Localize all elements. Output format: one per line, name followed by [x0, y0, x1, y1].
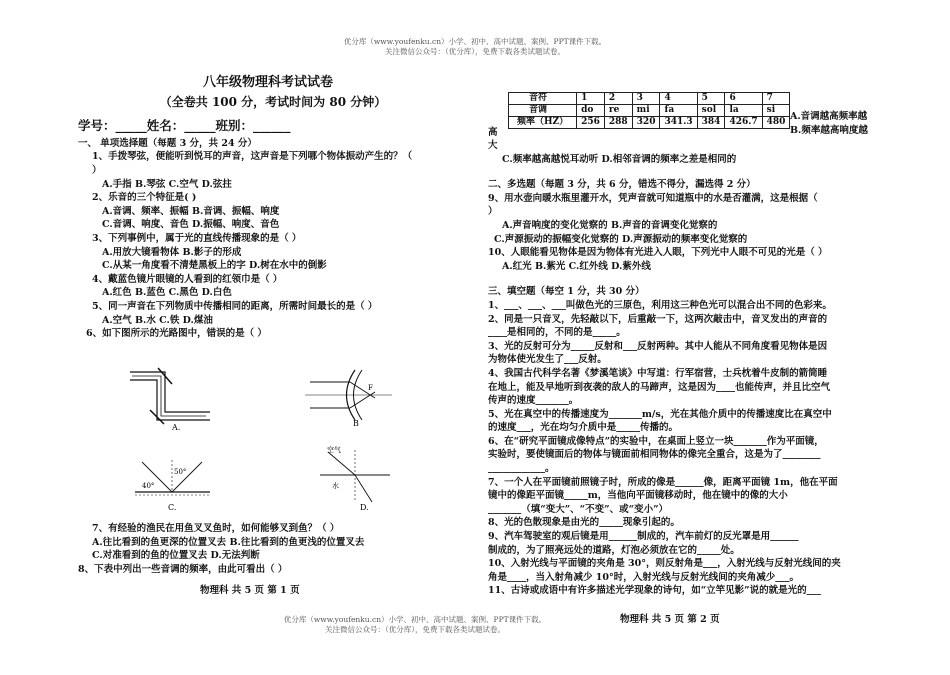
label-f: F	[368, 384, 373, 392]
table-cell: sol	[697, 105, 725, 117]
q4-options: A.红色 B.蓝色 C.黑色 D.白色	[102, 287, 232, 299]
label-water: 水	[332, 482, 339, 490]
exam-title: 八年级物理科考试试卷	[202, 75, 333, 90]
left-page-lower	[78, 522, 478, 576]
table-cell: 2	[604, 93, 632, 105]
fill-7c: _______（填“变大”、“不变”、或“变小”）	[488, 503, 669, 515]
table-cell: 1	[577, 93, 605, 105]
notes-table	[508, 92, 790, 129]
fill-6c: ____________。	[488, 463, 555, 475]
q1-options: A.手指 B.琴弦 C.空气 D.弦拄	[102, 178, 232, 190]
diagram-a	[130, 368, 210, 432]
diagram-b	[305, 370, 392, 428]
fill-1: 1、___、___、___叫做色光的三原色，利用这三种色光可以混合出不同的色彩来。	[488, 299, 832, 311]
table-cell: 320	[632, 117, 660, 129]
table-row	[509, 105, 790, 117]
fill-5: 5、光在真空中的传播速度为_______m/s，光在其他介质中的传播速度比在真空中	[488, 408, 832, 420]
table-cell: 频率（HZ）	[509, 117, 577, 129]
right-page	[488, 139, 928, 598]
fill-11: 11、古诗或成语中有许多描述光学现象的诗句，如“立竿见影”说的就是光的___	[488, 585, 821, 597]
section1-title: 一、 单项选择题（每题 3 分，共 24 分）	[78, 137, 257, 149]
fill-8: 8、光的色散现象是由光的_____现象引起的。	[488, 517, 680, 529]
table-cell: 5	[697, 93, 725, 105]
q8-option-b: B.频率越高响度越	[790, 125, 868, 136]
table-cell: 426.7	[725, 117, 762, 129]
q7: 7、有经验的渔民在用鱼叉叉鱼时，如何能够叉到鱼？（ ）	[92, 523, 340, 534]
q8-option-b-cont: 大	[488, 140, 498, 151]
table-cell: fa	[660, 105, 697, 117]
table-cell: si	[762, 105, 790, 117]
fill-2b: ____是相同的，不同的是_____。	[488, 327, 626, 339]
q7-options-cd: C.对准看到的鱼的位置叉去 D.无法判断	[92, 550, 260, 562]
fill-4b: 在地上，能及早地听到夜袭的敌人的马蹄声，这是因为____也能传声，并且比空气	[488, 381, 831, 393]
q2: 2、乐音的三个特征是( )	[92, 192, 197, 204]
table-cell: 7	[762, 93, 790, 105]
bottom-header-line2: 关注微信公众号：（优分库），免费下载各类试题试卷。	[325, 625, 505, 634]
q5: 5、同一声音在下列物质中传播相同的距离，所需时间最长的是（ ）	[92, 300, 378, 312]
fill-9: 9、汽车驾驶室的观后镜是用______制成的，汽车前灯的反光罩是用______	[488, 531, 799, 543]
q8-options-cd: C.频率越高越悦耳动听 D.相邻音调的频率之差是相同的	[502, 153, 737, 165]
label-air: 空气	[327, 446, 341, 454]
q9-paren: ）	[488, 206, 498, 218]
q3-options-ab: A.用放大镜看物体 B.影子的形成	[102, 246, 242, 258]
fill-7b: 镜中的像距平面镜_____m，当他向平面镜移动时，他在镜中的像的大小	[488, 490, 788, 502]
bottom-header-line1: 优分库（www.youfenku.cn）小学、初中、高中试题、案例、PPT课件下载。	[283, 615, 547, 624]
table-cell: re	[604, 105, 632, 117]
fill-10: 10、入射光线与平面镜的夹角是 30°，则反射角是___，入射光线与反射光线间的夹	[488, 558, 841, 570]
right-footer: 物理科 共 5 页 第 2 页	[620, 614, 720, 625]
label-a: A.	[172, 423, 181, 432]
site-header-line2: 关注微信公众号：（优分库），免费下载各类试题试卷。	[385, 47, 565, 56]
table-cell: 音调	[509, 105, 577, 117]
section3-title: 三、填空题（每空 1 分，共 30 分）	[488, 286, 645, 298]
fill-4: 4、我国古代科学名著《梦溪笔谈》中写道：行军宿营，士兵枕着牛皮制的箭筒睡	[488, 367, 828, 379]
fill-3b: 为物体使光发生了___反射。	[488, 354, 607, 366]
q2-options-cd: C.音调、响度、音色 D.振幅、响度、音色	[102, 219, 280, 231]
diagram-c	[135, 460, 210, 512]
q10: 10、人眼能看见物体是因为物体有光进入人眼，下列光中人眼不可见的光是（ ）	[488, 247, 828, 259]
q2-options-ab: A.音调、频率、振幅 B.音调、振幅、响度	[102, 205, 280, 217]
q8: 8、下表中列出一些音调的频率，由此可看出（ ）	[78, 563, 288, 575]
left-page	[78, 76, 478, 341]
section2-title: 二、多选题（每题 3 分，共 6 分，错选不得分，漏选得 2 分）	[488, 179, 756, 191]
site-header	[0, 37, 950, 57]
table-row	[509, 117, 790, 129]
q3: 3、下列事例中，属于光的直线传播现象的是（ ）	[92, 232, 302, 244]
site-header-line1: 优分库（www.youfenku.cn）小学、初中、高中试题、案例、PPT课件下载。	[343, 37, 607, 46]
exam-subtitle: （全卷共 100 分，考试时间为 80 分钟）	[159, 94, 387, 109]
q3-options-cd: C.从某一角度看不清楚黑板上的字 D.树在水中的倒影	[102, 260, 327, 272]
fill-6: 6、在“研究平面镜成像特点”的实验中，在桌面上竖立一块_______作为平面镜，	[488, 435, 824, 447]
label-c: C.	[168, 503, 177, 512]
label-b: B	[353, 419, 359, 428]
fill-6b: 实验时，要使镜面后的物体与镜面前相同物体的像完全重合，这是为了________	[488, 449, 821, 461]
table-cell: 3	[632, 93, 660, 105]
table-cell: 341.3	[660, 117, 697, 129]
table-cell: 480	[762, 117, 790, 129]
table-cell: mi	[632, 105, 660, 117]
q9-options-ab: A.声音响度的变化觉察的 B.声音的音调变化觉察的	[502, 219, 718, 231]
fill-4c: 传声的速度_______。	[488, 395, 579, 407]
left-footer: 物理科 共 5 页 第 1 页	[200, 585, 300, 596]
q8-option-a: A.音调越高频率越	[790, 111, 868, 122]
table-cell: 288	[604, 117, 632, 129]
angle-40: 40°	[142, 482, 155, 490]
fill-2: 2、同是一只音叉，先轻敲以下，后重敲一下，这两次敲击中，音叉发出的声音的	[488, 313, 828, 325]
fill-3: 3、光的反射可分为_____反射和___反射两种。其中人能从不同角度看见物体是因	[488, 340, 828, 352]
table-cell: do	[577, 105, 605, 117]
q9: 9、用水壶向暖水瓶里灌开水，凭声音就可知道瓶中的水是否灌满，这是根据（	[488, 192, 818, 204]
q7-options-ab: A.往比看到的鱼更深的位置叉去 B.往比看到的鱼更浅的位置叉去	[92, 536, 365, 548]
table-cell: 4	[660, 93, 697, 105]
fill-7: 7、一个人在平面镜前照镜子时，所成的像是______像，距离平面镜 1m，他在平面	[488, 476, 838, 488]
table-cell: 384	[697, 117, 725, 129]
fill-5b: 的速度___，光在均匀介质中是_____传播的。	[488, 422, 679, 434]
student-info: 学号：_____姓名：_____班别：______	[78, 118, 291, 134]
q10-options: A.红光 B.紫光 C.红外线 D.紫外线	[502, 260, 651, 272]
table-cell: 6	[725, 93, 762, 105]
table-cell: 256	[577, 117, 605, 129]
fill-10b: 角是____，当入射角减少 10°时，入射光线与反射光线间的夹角减少___。	[488, 571, 800, 583]
q9-options-cd: C.声源振动的振幅变化觉察的 D.声源振动的频率变化觉察的	[494, 233, 748, 245]
optics-diagrams	[110, 360, 400, 520]
label-d: D.	[360, 503, 369, 512]
bottom-header	[0, 615, 890, 635]
q1-paren: ）	[92, 164, 102, 176]
q5-options: A.空气 B.水 C.铁 D.煤油	[102, 314, 213, 326]
q1: 1、手拨琴弦，便能听到悦耳的声音，这声音是下列哪个物体振动产生的？（	[92, 151, 413, 163]
q6: 6、如下图所示的光路图中，错误的是（ ）	[86, 328, 267, 340]
q8-option-a-cont: 高	[488, 127, 498, 138]
table-cell: 音符	[509, 93, 577, 105]
table-row	[509, 93, 790, 105]
table-cell: la	[725, 105, 762, 117]
angle-50: 50°	[174, 468, 187, 476]
diagram-d	[320, 445, 390, 512]
q4: 4、戴蓝色镜片眼镜的人看到的红领巾是（ ）	[92, 273, 283, 285]
fill-9b: 制成的，为了照亮远处的道路，灯泡必须放在它的_____处。	[488, 544, 740, 556]
